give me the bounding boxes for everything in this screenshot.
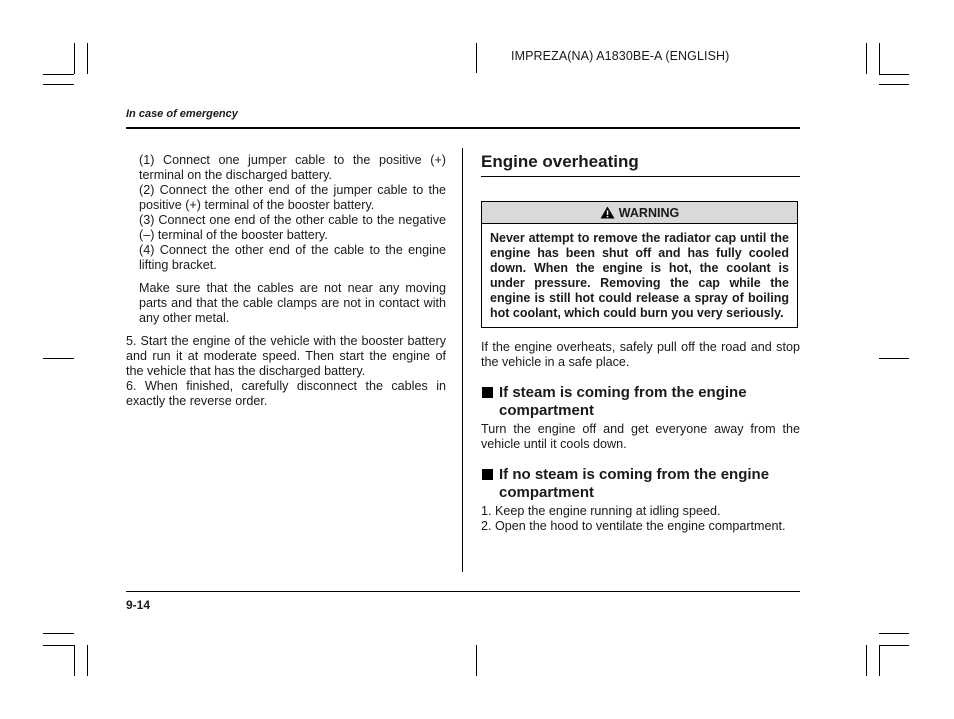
crop-mark — [879, 74, 909, 75]
crop-mark — [476, 645, 477, 676]
left-column — [126, 153, 446, 409]
overheat-intro: If the engine overheats, safely pull off the road and stop the vehicle in a safe place. — [481, 340, 800, 369]
crop-mark — [879, 358, 909, 359]
section-title: In case of emergency — [126, 108, 238, 120]
subheading-steam — [481, 384, 800, 420]
crop-mark — [879, 645, 909, 646]
step-2: (2) Connect the other end of the jumper cable to the positive (+) terminal of the booster battery. — [139, 183, 446, 212]
warning-triangle-icon — [600, 206, 615, 219]
connection-steps — [126, 153, 446, 326]
crop-mark — [43, 633, 74, 634]
warning-header — [482, 202, 797, 224]
footer-rule — [126, 591, 800, 592]
square-bullet-icon — [482, 469, 493, 480]
crop-mark — [74, 43, 75, 74]
heading-rule — [481, 176, 800, 177]
item-5: 5. Start the engine of the vehicle with the booster battery and run it at moderate speed. Then start the engine of the vehicle that has the discharged battery. — [126, 334, 446, 378]
page-number: 9-14 — [126, 598, 151, 612]
step-4: (4) Connect the other end of the cable to the engine lifting bracket. — [139, 243, 446, 272]
heading-engine-overheating: Engine overheating — [481, 152, 639, 171]
crop-mark — [866, 645, 867, 676]
crop-mark — [879, 633, 909, 634]
cable-note: Make sure that the cables are not near any moving parts and that the cable clamps are not in contact with any other metal. — [139, 281, 446, 325]
document-code: IMPREZA(NA) A1830BE-A (ENGLISH) — [511, 49, 730, 63]
header-rule — [126, 127, 800, 129]
no-steam-step-2: 2. Open the hood to ventilate the engine compartment. — [481, 519, 786, 533]
crop-mark — [866, 43, 867, 74]
subheading-steam-title: If steam is coming from the engine compartment — [499, 384, 747, 419]
crop-mark — [43, 74, 74, 75]
warning-label: WARNING — [618, 205, 680, 220]
step-1: (1) Connect one jumper cable to the positive (+) terminal on the discharged battery. — [139, 153, 446, 182]
crop-mark — [87, 645, 88, 676]
subheading-no-steam — [481, 466, 800, 502]
no-steam-step-1: 1. Keep the engine running at idling speed. — [481, 504, 721, 518]
warning-box — [481, 201, 798, 328]
crop-mark — [879, 645, 880, 676]
steam-text: Turn the engine off and get everyone away from the vehicle until it cools down. — [481, 422, 800, 451]
column-divider — [462, 148, 463, 572]
crop-mark — [87, 43, 88, 74]
crop-mark — [476, 43, 477, 73]
crop-mark — [879, 43, 880, 74]
crop-mark — [43, 84, 74, 85]
right-column — [481, 151, 800, 534]
step-3: (3) Connect one end of the other cable to the negative (–) terminal of the booster battery. — [139, 213, 446, 242]
crop-mark — [43, 645, 74, 646]
warning-text: Never attempt to remove the radiator cap until the engine has been shut off and has fully cooled down. When the engine is hot, the coolant is under pressure. Removing the cap while the engine is still hot could release a spray of boiling hot coolant, which could burn you very seriously. — [490, 231, 789, 320]
crop-mark — [879, 84, 909, 85]
square-bullet-icon — [482, 387, 493, 398]
crop-mark — [43, 358, 74, 359]
crop-mark — [74, 645, 75, 676]
subheading-no-steam-title: If no steam is coming from the engine compartment — [499, 466, 770, 501]
item-6: 6. When finished, carefully disconnect the cables in exactly the reverse order. — [126, 379, 446, 408]
